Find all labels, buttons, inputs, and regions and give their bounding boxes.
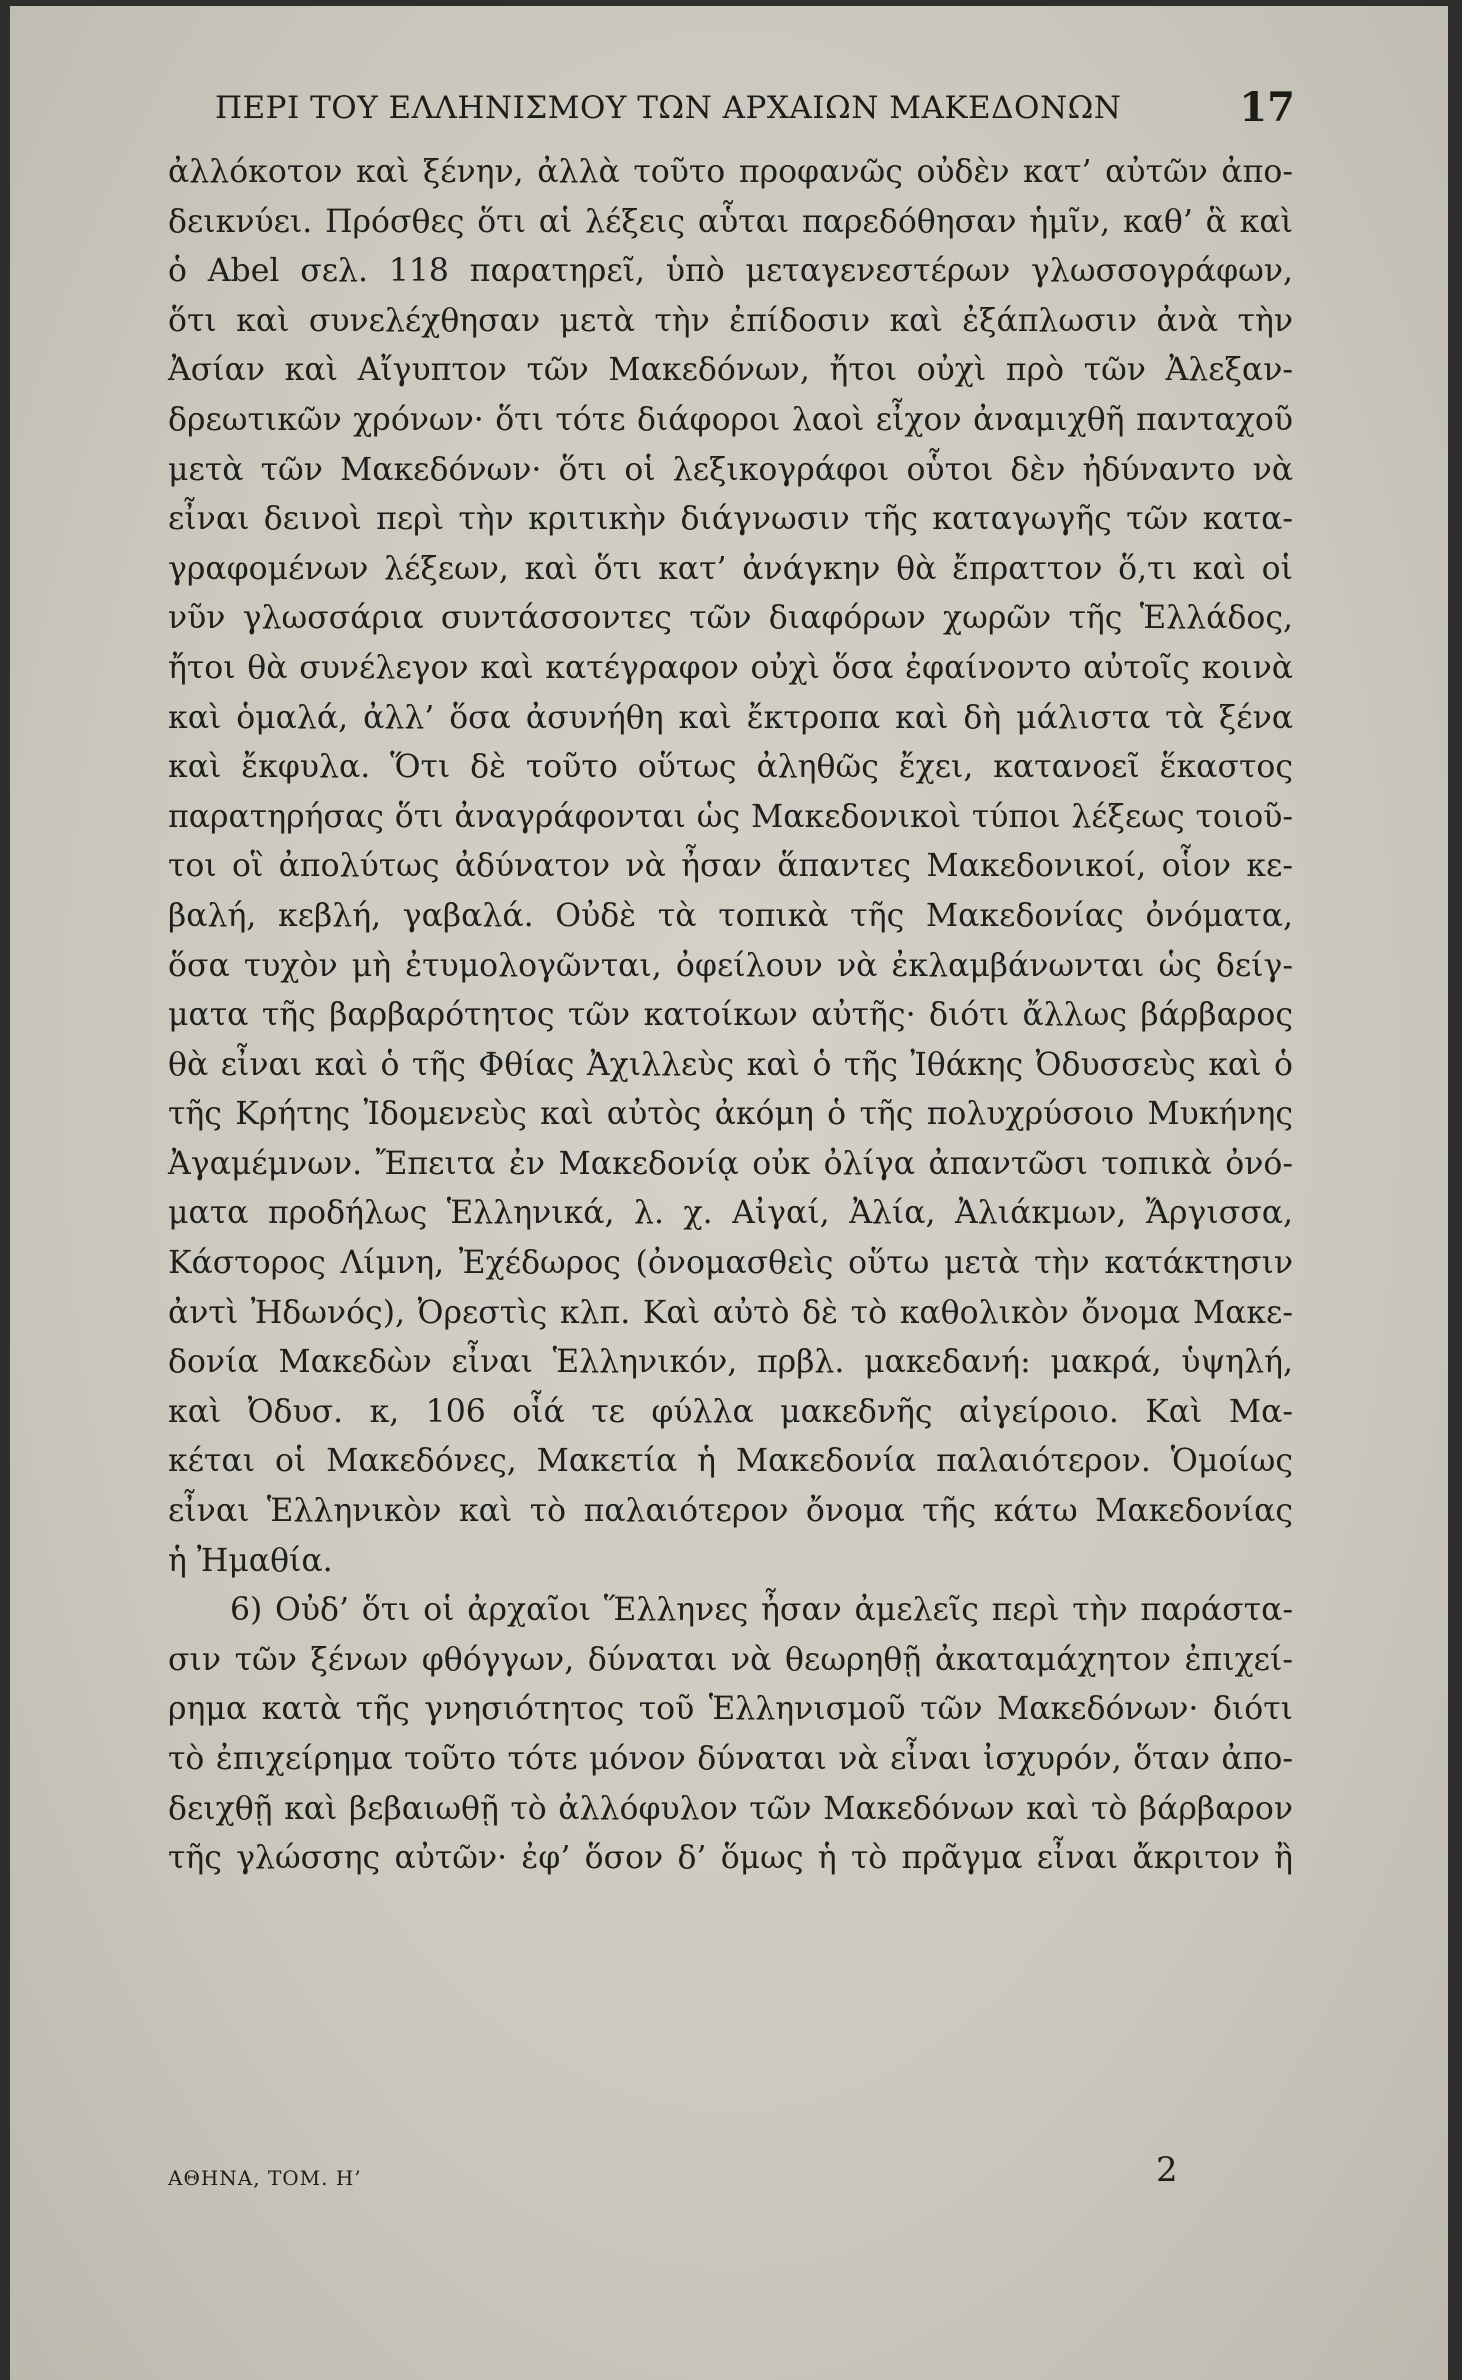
text-line: μετὰ τῶν Μακεδόνων· ὅτι οἱ λεξικογράφοι οὗτοι δὲν ἠδύναντο νὰ <box>168 451 1293 488</box>
running-title: ΠΕΡΙ ΤΟΥ ΕΛΛΗΝΙΣΜΟΥ ΤΩΝ ΑΡΧΑΙΩΝ ΜΑΚΕΔΟΝΩΝ <box>215 90 1122 126</box>
text-line: κέται οἱ Μακεδόνες, Μακετία ἡ Μακεδονία παλαιότερον. Ὁμοίως <box>168 1443 1293 1480</box>
text-line: δειχθῇ καὶ βεβαιωθῇ τὸ ἀλλόφυλον τῶν Μακεδόνων καὶ τὸ βάρβαρον <box>168 1790 1293 1827</box>
sheet-number: 2 <box>1156 2150 1178 2190</box>
text-line: ρημα κατὰ τῆς γνησιότητος τοῦ Ἑλληνισμοῦ τῶν Μακεδόνων· διότι <box>168 1691 1293 1728</box>
text-line: τοι οἳ ἀπολύτως ἀδύνατον νὰ ἦσαν ἅπαντες Μακεδονικοί, οἷον κε- <box>168 848 1293 885</box>
text-line: Ἀσίαν καὶ Αἴγυπτον τῶν Μακεδόνων, ἤτοι οὐχὶ πρὸ τῶν Ἀλεξαν- <box>168 352 1293 389</box>
text-line: τὸ ἐπιχείρημα τοῦτο τότε μόνον δύναται νὰ εἶναι ἰσχυρόν, ὅταν ἀπο- <box>168 1741 1293 1777</box>
text-line: δονία Μακεδὼν εἶναι Ἑλληνικόν, πρβλ. μακεδανή: μακρά, ὑψηλή, <box>168 1344 1293 1381</box>
running-head <box>215 82 1295 132</box>
text-line: βαλή, κεβλή, γαβαλά. Οὐδὲ τὰ τοπικὰ τῆς Μακεδονίας ὀνόματα, <box>168 897 1293 934</box>
body-text <box>168 148 1293 1884</box>
text-line: καὶ ἔκφυλα. Ὅτι δὲ τοῦτο οὕτως ἀληθῶς ἔχει, κατανοεῖ ἕκαστος <box>168 749 1293 786</box>
scan-edge-top <box>0 0 1462 6</box>
text-line: ἤτοι θὰ συνέλεγον καὶ κατέγραφον οὐχὶ ὅσα ἐφαίνοντο αὐτοῖς κοινὰ <box>168 649 1293 686</box>
text-line: ὁ Abel σελ. 118 παρατηρεῖ, ὑπὸ μεταγενεστέρων γλωσσογράφων, <box>168 253 1293 290</box>
scan-edge-right <box>1448 0 1462 2380</box>
page-footer <box>168 2150 1293 2200</box>
text-line: δρεωτικῶν χρόνων· ὅτι τότε διάφοροι λαοὶ εἶχον ἀναμιχθῆ πανταχοῦ <box>168 401 1293 438</box>
printer-signature: ΑΘΗΝΑ, ΤΟΜ. Η’ <box>168 2166 362 2190</box>
text-line: ὅσα τυχὸν μὴ ἐτυμολογῶνται, ὀφείλουν νὰ ἐκλαμβάνωνται ὡς δείγ- <box>168 947 1293 984</box>
text-line: γραφομένων λέξεων, καὶ ὅτι κατ’ ἀνάγκην θὰ ἔπραττον ὅ,τι καὶ οἱ <box>168 550 1293 587</box>
text-line: ματα προδήλως Ἑλληνικά, λ. χ. Αἰγαί, Ἀλία, Ἀλιάκμων, Ἄργισσα, <box>168 1195 1293 1232</box>
text-line: ἀλλόκοτον καὶ ξένην, ἀλλὰ τοῦτο προφανῶς οὐδὲν κατ’ αὐτῶν ἀπο- <box>168 154 1293 190</box>
text-line: τῆς γλώσσης αὐτῶν· ἐφ’ ὅσον δ’ ὅμως ἡ τὸ πρᾶγμα εἶναι ἄκριτον ἢ <box>168 1840 1293 1877</box>
text-line: ματα τῆς βαρβαρότητος τῶν κατοίκων αὐτῆς· διότι ἄλλως βάρβαρος <box>168 997 1293 1034</box>
text-line: νῦν γλωσσάρια συντάσσοντες τῶν διαφόρων χωρῶν τῆς Ἑλλάδος, <box>168 600 1293 637</box>
text-line: εἶναι Ἑλληνικὸν καὶ τὸ παλαιότερον ὄνομα τῆς κάτω Μακεδονίας <box>168 1493 1293 1530</box>
text-line: εἶναι δεινοὶ περὶ τὴν κριτικὴν διάγνωσιν τῆς καταγωγῆς τῶν κατα- <box>168 501 1293 538</box>
text-line: καὶ Ὀδυσ. κ, 106 οἷά τε φύλλα μακεδνῆς αἰγείροιο. Καὶ Μα- <box>168 1393 1293 1430</box>
text-line: Ἀγαμέμνων. Ἔπειτα ἐν Μακεδονίᾳ οὐκ ὀλίγα ἀπαντῶσι τοπικὰ ὀνό- <box>168 1145 1293 1182</box>
text-line: θὰ εἶναι καὶ ὁ τῆς Φθίας Ἀχιλλεὺς καὶ ὁ τῆς Ἰθάκης Ὀδυσσεὺς καὶ ὁ <box>168 1046 1293 1083</box>
page-number: 17 <box>1239 84 1295 131</box>
text-line: ἀντὶ Ἠδωνός), Ὀρεστὶς κλπ. Καὶ αὐτὸ δὲ τὸ καθολικὸν ὄνομα Μακε- <box>168 1294 1293 1331</box>
scan-edge-left <box>0 0 10 2380</box>
text-line: παρατηρήσας ὅτι ἀναγράφονται ὡς Μακεδονικοὶ τύποι λέξεως τοιοῦ- <box>168 798 1293 835</box>
text-line: Κάστορος Λίμνη, Ἐχέδωρος (ὀνομασθεὶς οὕτω μετὰ τὴν κατάκτησιν <box>168 1245 1293 1282</box>
text-line: σιν τῶν ξένων φθόγγων, δύναται νὰ θεωρηθῇ ἀκαταμάχητον ἐπιχεί- <box>168 1641 1293 1678</box>
text-line: καὶ ὁμαλά, ἀλλ’ ὅσα ἀσυνήθη καὶ ἔκτροπα καὶ δὴ μάλιστα τὰ ξένα <box>168 699 1293 736</box>
text-line: ὅτι καὶ συνελέχθησαν μετὰ τὴν ἐπίδοσιν καὶ ἐξάπλωσιν ἀνὰ τὴν <box>168 302 1293 339</box>
paragraph-start-line: 6) Οὐδ’ ὅτι οἱ ἀρχαῖοι Ἕλληνες ἦσαν ἀμελεῖς περὶ τὴν παράστα- <box>230 1592 1293 1629</box>
text-line: δεικνύει. Πρόσθες ὅτι αἱ λέξεις αὗται παρεδόθησαν ἡμῖν, καθ’ ἃ καὶ <box>168 203 1293 240</box>
text-line: τῆς Κρήτης Ἰδομενεὺς καὶ αὐτὸς ἀκόμη ὁ τῆς πολυχρύσοιο Μυκήνης <box>168 1096 1293 1133</box>
paragraph-end-line: ἡ Ἠμαθία. <box>168 1542 333 1579</box>
